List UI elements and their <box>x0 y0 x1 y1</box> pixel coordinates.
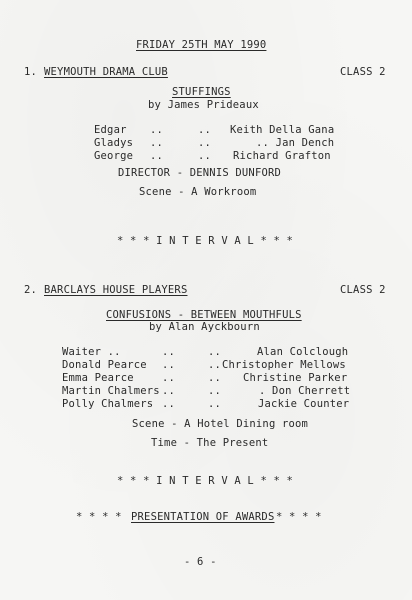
cast-actor: . Don Cherrett <box>259 385 351 397</box>
entry-2-play-title: CONFUSIONS - BETWEEN MOUTHFULS <box>106 309 302 321</box>
cast-dots: .. <box>162 372 176 384</box>
entry-1-number: 1. <box>24 66 38 78</box>
cast-dots: .. <box>198 150 212 162</box>
cast-actor: .. Jan Dench <box>256 137 335 149</box>
cast-actor: Christopher Mellows <box>222 359 346 371</box>
cast-role: Emma Pearce <box>62 372 134 384</box>
cast-dots: .. <box>208 398 222 410</box>
awards-heading: PRESENTATION OF AWARDS <box>131 511 275 523</box>
cast-actor: Richard Grafton <box>233 150 331 162</box>
entry-2-company: BARCLAYS HOUSE PLAYERS <box>44 284 188 296</box>
cast-dots: .. <box>162 359 176 371</box>
entry-1-class: CLASS 2 <box>340 66 386 78</box>
cast-actor: Keith Della Gana <box>230 124 335 136</box>
cast-role: Polly Chalmers <box>62 398 154 410</box>
cast-dots: .. <box>162 385 176 397</box>
entry-2-scene: Scene - A Hotel Dining room <box>132 418 309 430</box>
cast-role: Waiter .. <box>62 346 121 358</box>
cast-dots: .. <box>208 385 222 397</box>
cast-role: George <box>94 150 134 162</box>
cast-dots: .. <box>162 398 176 410</box>
entry-2-author: by Alan Ayckbourn <box>149 321 260 333</box>
cast-role: Gladys <box>94 137 134 149</box>
cast-dots: .. <box>150 124 164 136</box>
cast-dots: .. <box>198 124 212 136</box>
awards-stars-right: * * * * <box>276 511 322 523</box>
entry-1-director: DIRECTOR - DENNIS DUNFORD <box>118 167 282 179</box>
date-heading: FRIDAY 25TH MAY 1990 <box>136 39 267 51</box>
interval-divider: * * * I N T E R V A L * * * <box>117 235 294 247</box>
cast-dots: .. <box>150 137 164 149</box>
cast-actor: Alan Colclough <box>257 346 349 358</box>
entry-1-scene: Scene - A Workroom <box>139 186 257 198</box>
cast-dots: .. <box>208 359 222 371</box>
awards-stars-left: * * * * <box>76 511 122 523</box>
cast-dots: .. <box>198 137 212 149</box>
entry-2-time: Time - The Present <box>151 437 269 449</box>
cast-actor: Christine Parker <box>243 372 348 384</box>
page-number: - 6 - <box>184 556 217 568</box>
entry-1-author: by James Prideaux <box>148 99 259 111</box>
cast-dots: .. <box>208 372 222 384</box>
entry-2-number: 2. <box>24 284 38 296</box>
cast-dots: .. <box>208 346 222 358</box>
cast-role: Donald Pearce <box>62 359 147 371</box>
entry-1-play-title: STUFFINGS <box>172 86 231 98</box>
entry-2-class: CLASS 2 <box>340 284 386 296</box>
interval-divider: * * * I N T E R V A L * * * <box>117 475 294 487</box>
cast-role: Martin Chalmers <box>62 385 160 397</box>
cast-actor: Jackie Counter <box>258 398 350 410</box>
entry-1-company: WEYMOUTH DRAMA CLUB <box>44 66 168 78</box>
cast-dots: .. <box>150 150 164 162</box>
cast-dots: .. <box>162 346 176 358</box>
cast-role: Edgar <box>94 124 127 136</box>
